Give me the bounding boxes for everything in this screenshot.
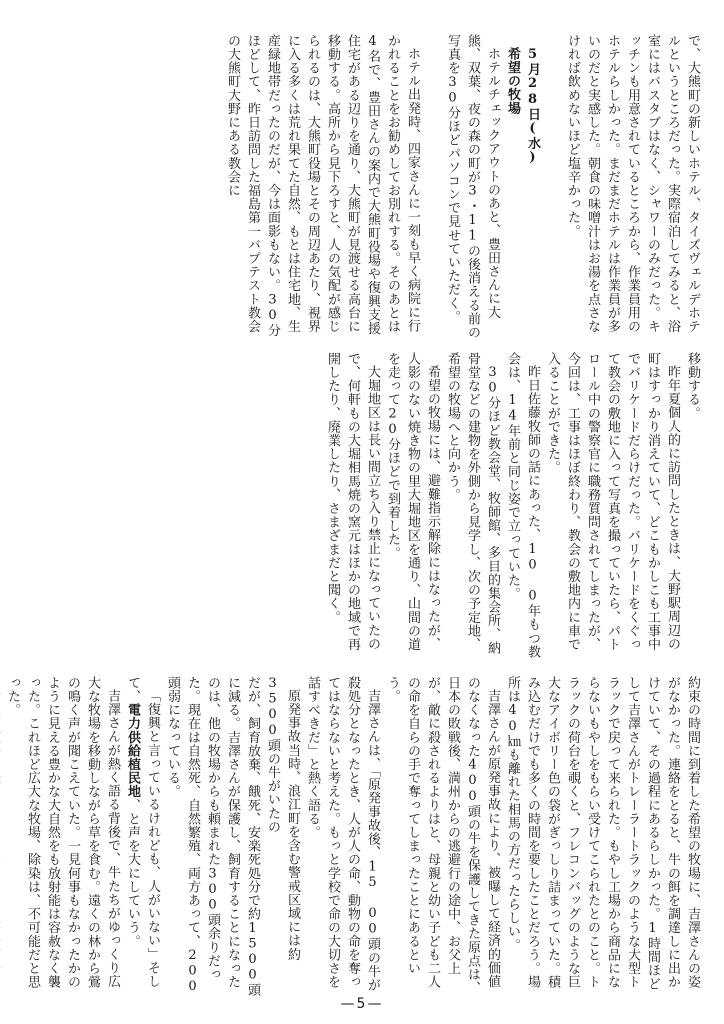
quote-tail-text: 、と声を大にしていう。 — [125, 798, 140, 949]
paragraph: 30分ほど教会堂、牧師館、多目的集会所、納骨堂などの建物を外側から見学し、次の予定地、希望の牧場へと向かう。 — [445, 352, 500, 655]
paragraph: だが、飼育放棄、餓死、安楽死処分で約1500頭に減る。吉澤さんが保護し、飼育することになったのは、他の牧場からも頼まれた300頭余りだった。現在は自然死、自然繁殖、両方あって、200頭弱になっている。 — [165, 676, 260, 997]
paragraph: 昨年夏個人的に訪問したときは、大野駅周辺の町はすっかり消えていて、どこもかしこも工事中でバリケードだらけだった。バリケードをくぐって教会の敷地に入って写真を撮っていたら、パトロール中の警察官に職務質問されてしまったが、今回は、工事はほぼ終わり、教会の敷地内に車で入ることができた。 — [545, 352, 680, 652]
paragraph: 希望の牧場には、避難指示解除にはなったが、人影のない焼き物の里大堀地区を通り、山間の道を走って20分ほどで到着した。 — [385, 352, 440, 652]
paragraph: 吉澤さんは、「原発事故後、15 00頭の牛が殺処分となったとき、人が人の命、動物の命を奪ってはならないと考えた。もっと学校で命の大切さを話すべきだ」と熱く語る。 — [305, 676, 380, 992]
paragraph: 吉澤さんが原発事故により、被曝して経済的価値のなくなった400頭の牛を保護してきた原点は、日本の敗戦後、満州からの逃避行の途中、お父上が、敵に殺されるよりはと、母親と幼い子ども二人の命を自らの手で奪ってしまったことにあるという。 — [385, 676, 500, 995]
text-tier-bottom — [5, 676, 702, 1000]
section-date-heading: 5月28日(水) — [525, 47, 540, 166]
emphasized-text: 電力供給植民地 — [125, 703, 140, 799]
paragraph — [0, 676, 2, 1000]
section-title-heading: 希望の牧場 — [505, 47, 520, 115]
paragraph: 原発事故当時、浪江町を含む警戒区域には約3500頭の牛がいたの — [265, 676, 300, 961]
paragraph: 昨日佐藤牧師の話にあった、10 0年もつ教会は、14年前と同じ姿で立っていた。 — [505, 352, 540, 659]
text-tier-middle — [22, 352, 702, 664]
paragraph — [122, 676, 162, 1000]
paragraph: で、大熊町の新しいホテル、タイズヴェルデホテルというところだった。実際宿泊してみると、浴室にはバスタブはなく、シャワーのみだった。キッチンも用意されているところから、作業員用のホテルらしかった。まだまだホテルは作業員が多いのだと実感した。朝食の味噌汁はお湯を点さなければ飲めないほど塩辛かった。 — [565, 34, 700, 334]
text-tier-top — [22, 34, 702, 340]
paragraph: 約束の時間に到着した希望の牧場に、吉澤さんの姿がなかった。連絡をとると、牛の餌を調達しに出かけていて、その過程にあるらしかった。1時間ほどして吉澤さんがトレーラートラックのような大型トラックで戻って来られた。もやし工場から商品にならないもやしをもらい受けてこられたとのこと。トラックの荷台を覗くと、フレコンバッグのような巨大なアイボリー色の袋がぎっしり詰まっていた。積み込むだけでも多くの時間を要したことだろう。場所は40㎞も離れた相馬の方だったらしい。 — [505, 676, 700, 991]
paragraph: ホテル出発時、四家さんに一刻も早く病院に行かれることをお勧めしてお別れする。そのあとは4名で、豊田さんの案内で大熊町役場や復興支援住宅がある辺りを通り、大熊町が見渡せる高台に移動する。高所から見下ろすと、人の気配が感じられるのは、大熊町役場とその周辺あたり、視界に入る多くは荒れ果てた自然、もとは住宅地、生産緑地帯だったのだが、今は面影もない。30分ほどして、昨日訪問した福島第一バプテスト教会の大熊町大野にある教会に — [225, 34, 420, 338]
quote-text: 「復興と言っているけれども、人がいない」そして、 — [125, 676, 160, 989]
paragraph: 吉澤さんが熱く語る背後で、牛たちがゆっくり広大な牧場を移動しながら草を食む。遠くの林から鶯の鳴く声が聞こえていた。一見何事もなかったかのように見える豊かな大自然をも放射能は容赦なく襲った。これほど広大な牧場、除染は、不可能だと思った。 — [5, 676, 120, 989]
page-number: —5— — [340, 996, 384, 1012]
paragraph: ホテルチェックアウトのあと、豊田さんに大熊、双葉、夜の森の町が3・11の後消える前の写真を30分ほどパソコンで見せていただく。 — [445, 34, 500, 340]
paragraph: 大堀地区は長い間立ち入り禁止になっていたので、何軒もの大堀相馬焼の窯元はほかの地域で再開したり、廃業したり、さまざまだと聞く。 — [325, 352, 380, 652]
paragraph: 移動する。 — [685, 352, 700, 420]
